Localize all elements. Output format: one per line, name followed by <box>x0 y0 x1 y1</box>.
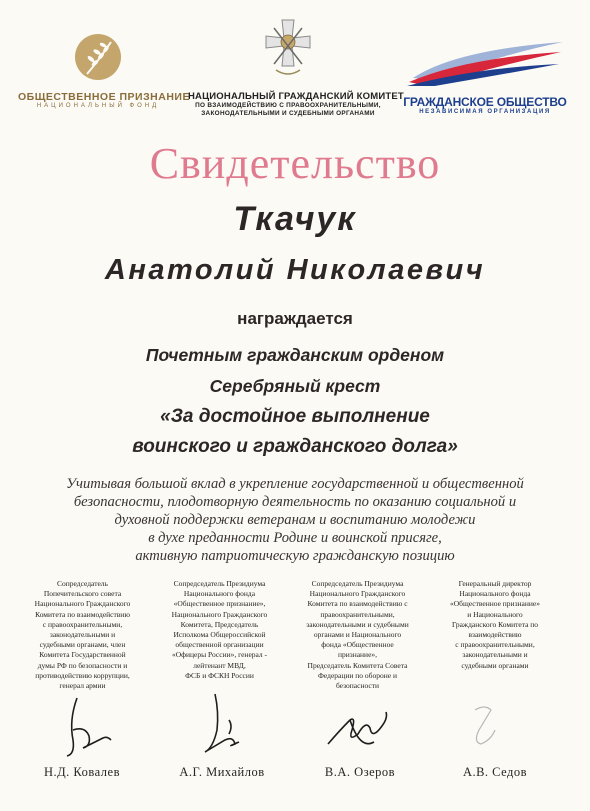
award-line-3: «За достойное выполнение <box>160 406 430 427</box>
position-line: Сопредседатель Президиума <box>311 579 404 588</box>
award-reason <box>40 475 550 565</box>
reason-line: духовной поддержки ветеранам и воспитанию молодежи <box>114 512 476 528</box>
signature-mikhailov <box>195 690 265 760</box>
position-line: Национального фонда <box>459 589 531 599</box>
position-line: Национального Гражданского <box>171 609 268 619</box>
laurel-branch-icon <box>73 30 123 84</box>
position-line: и Национального <box>467 609 523 619</box>
position-line: «Общественное признание» <box>450 599 540 609</box>
logo-middle-title: НАЦИОНАЛЬНЫЙ ГРАЖДАНСКИЙ КОМИТЕТ <box>188 91 404 102</box>
logo-grazhdanskoe-obshchestvo <box>400 38 570 115</box>
reason-line: Учитывая большой вклад в укрепление государственной и общественной <box>66 476 524 492</box>
signatory-1-position <box>20 579 145 691</box>
signatory-2-name: А.Г. Михайлов <box>179 765 265 779</box>
position-line: законодательными и судебными <box>306 619 409 629</box>
logo-left-title: ОБЩЕСТВЕННОЕ ПРИЗНАНИЕ <box>18 91 190 103</box>
position-line: законодательными и <box>49 630 116 640</box>
position-line: органами и Национального <box>313 630 402 640</box>
award-line-1: Почетным гражданским орденом <box>145 345 445 365</box>
position-line: «Общественное признание», <box>173 599 266 609</box>
signatory-3-name: В.А. Озеров <box>324 765 396 779</box>
awarded-label: награждается <box>237 309 353 328</box>
logo-middle-subtitle-2: ЗАКОНОДАТЕЛЬНЫМИ И СУДЕБНЫМИ ОРГАНАМИ <box>201 109 375 117</box>
position-line: Комитета по взаимодействию <box>35 609 130 619</box>
position-line: Попечительского совета <box>43 589 122 599</box>
signature-kovalev <box>55 690 125 760</box>
position-line: думы РФ по безопасности и <box>37 660 128 670</box>
reason-line: безопасности, плодотворную деятельность по оказанию социальной и <box>73 494 517 510</box>
signatory-4-position <box>425 579 565 671</box>
cross-emblem-icon <box>260 18 316 84</box>
award-line-2: Серебряный крест <box>209 376 381 396</box>
position-line: Федерации по обороне и <box>318 670 397 680</box>
position-line: Исполкома Общероссийской <box>173 630 266 640</box>
position-line: фонда «Общественное <box>321 640 394 650</box>
position-line: Национального Гражданского <box>309 589 406 599</box>
position-line: Генеральный директор <box>458 579 532 588</box>
position-line: взаимодействию <box>468 630 522 640</box>
position-line: Сопредседатель Президиума <box>173 579 266 588</box>
flag-swoosh-icon <box>405 38 565 86</box>
position-line: судебными органами <box>461 660 529 670</box>
signature-ozerov <box>320 690 400 760</box>
position-line: Национального фонда <box>183 589 256 599</box>
position-line: лейтенант МВД, <box>193 660 246 670</box>
position-line: «Офицеры России», генерал - <box>171 650 268 660</box>
logo-national-civic-committee <box>188 18 404 117</box>
position-line: ФСБ и ФСКН России <box>185 670 254 680</box>
position-line: Гражданского Комитета по <box>451 619 539 629</box>
position-line: генерал армии <box>59 681 106 691</box>
logo-left-subtitle: НАЦИОНАЛЬНЫЙ ФОНД <box>36 103 160 109</box>
position-line: с правоохранительными, <box>455 640 535 650</box>
signature-sedov <box>455 690 515 760</box>
logo-right-title: ГРАЖДАНСКОЕ ОБЩЕСТВО <box>403 95 567 109</box>
certificate-title: Свидетельство <box>149 139 441 188</box>
award-line-4: воинского и гражданского долга» <box>132 436 458 457</box>
position-line: правоохранительными, <box>320 609 395 619</box>
position-line: признание», <box>337 650 378 660</box>
position-line: Председатель Комитета Совета <box>307 660 408 670</box>
recipient-name: Анатолий Николаевич <box>104 254 486 286</box>
logo-middle-subtitle-1: ПО ВЗАИМОДЕЙСТВИЮ С ПРАВООХРАНИТЕЛЬНЫМИ, <box>195 102 381 109</box>
position-line: противодействию коррупции, <box>35 670 130 680</box>
reason-line: активную патриотическую гражданскую позицию <box>135 548 455 564</box>
position-line: законодательными и <box>462 650 528 660</box>
signatory-3-position <box>290 579 425 691</box>
position-line: с правоохранительными, <box>42 619 123 629</box>
position-line: Комитета Государственной <box>39 650 126 660</box>
position-line: Комитета, Председатель <box>180 619 259 629</box>
logo-right-subtitle: НЕЗАВИСИМАЯ ОРГАНИЗАЦИЯ <box>419 109 551 115</box>
position-line: Национального Гражданского <box>34 599 131 609</box>
position-line: безопасности <box>335 681 380 691</box>
reason-line: в духе преданности Родине и воинской присяге, <box>148 530 442 546</box>
recipient-surname: Ткачук <box>233 200 357 238</box>
logo-obshchestvennoe-priznanie <box>18 30 190 109</box>
signatory-4-name: А.В. Седов <box>462 765 528 779</box>
signatory-2-position <box>152 579 287 681</box>
position-line: Сопредседатель <box>57 579 108 588</box>
position-line: общественной организации <box>175 640 264 650</box>
position-line: судебными органами, член <box>39 640 126 650</box>
position-line: Комитета по взаимодействию с <box>307 599 408 609</box>
signatory-1-name: Н.Д. Ковалев <box>44 765 120 779</box>
